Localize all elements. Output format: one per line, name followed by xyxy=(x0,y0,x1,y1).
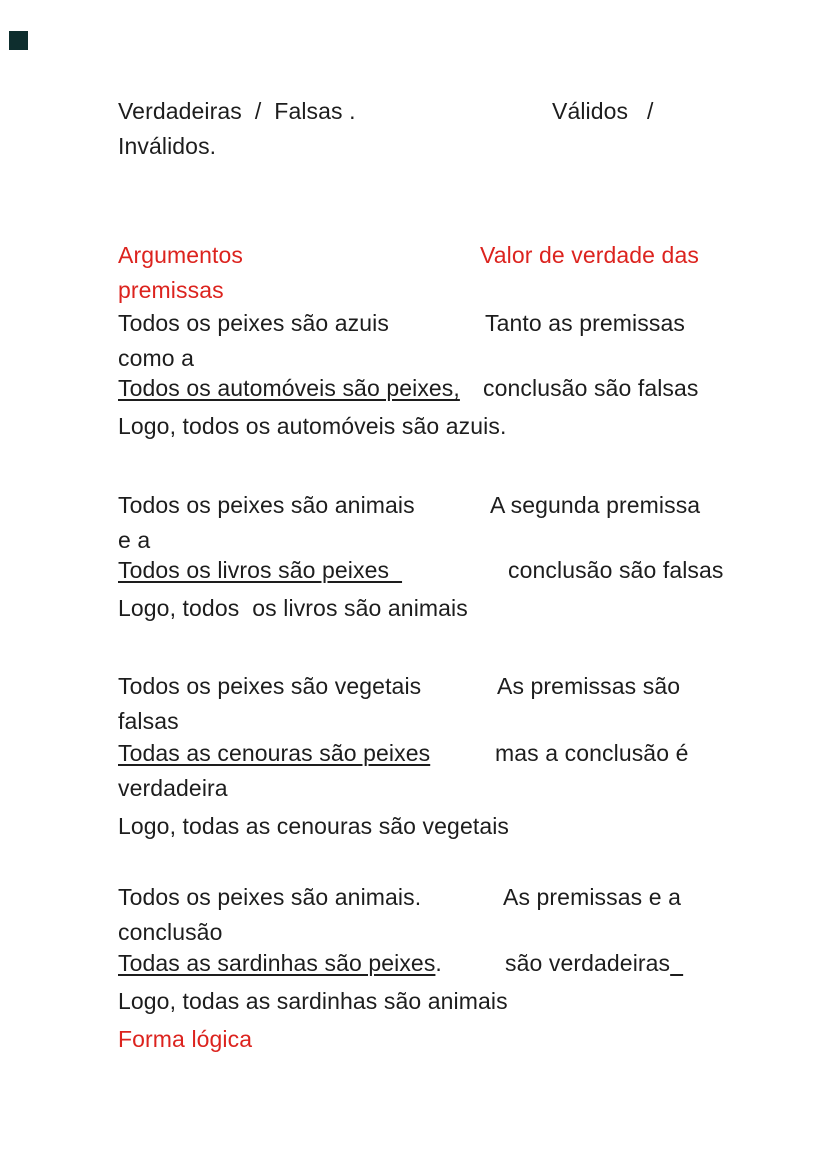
text-run: Forma lógica xyxy=(118,1026,253,1052)
text-run: Logo, todas as sardinhas são animais xyxy=(118,988,508,1014)
text-run: são verdadeiras xyxy=(505,950,671,976)
text-segment xyxy=(495,738,688,768)
arg1-premise2 xyxy=(118,373,778,403)
text-run: A segunda premissa xyxy=(490,492,701,518)
text-run: conclusão são falsas xyxy=(483,375,699,401)
text-segment xyxy=(118,671,421,701)
text-segment xyxy=(118,343,194,373)
arg1-conclusion xyxy=(118,411,778,441)
arg4-conclusion xyxy=(118,986,778,1016)
text-run: Todos os peixes são animais xyxy=(118,492,415,518)
text-run: Tanto as premissas xyxy=(485,310,685,336)
text-segment xyxy=(480,240,699,270)
arg3-premise1-wrap xyxy=(118,706,778,736)
text-segment xyxy=(118,96,356,126)
text-run: como a xyxy=(118,345,195,371)
text-segment xyxy=(490,490,700,520)
underlined-text-run: Todas as sardinhas são peixes xyxy=(118,950,436,976)
text-run: Argumentos xyxy=(118,242,244,268)
text-segment xyxy=(647,96,654,126)
text-segment xyxy=(503,882,681,912)
text-segment xyxy=(118,593,468,623)
arg4-premise1 xyxy=(118,882,778,912)
arg2-conclusion xyxy=(118,593,778,623)
text-run: Inválidos. xyxy=(118,133,217,159)
text-segment xyxy=(118,948,442,978)
text-run: Valor de verdade das xyxy=(480,242,699,268)
text-run: mas a conclusão é xyxy=(495,740,689,766)
arg4-premise1-wrap xyxy=(118,917,778,947)
text-segment xyxy=(118,882,421,912)
text-segment xyxy=(118,240,243,270)
text-run: Logo, todas as cenouras são vegetais xyxy=(118,813,510,839)
text-segment xyxy=(483,373,699,403)
arg3-premise2-wrap xyxy=(118,773,778,803)
arg1-premise1 xyxy=(118,308,778,338)
truth-values-line-1 xyxy=(118,96,778,126)
text-run: As premissas são xyxy=(497,673,681,699)
text-run: Logo, todos os automóveis são azuis. xyxy=(118,413,507,439)
text-run: Todos os peixes são animais. xyxy=(118,884,422,910)
underlined-text-run: Todos os automóveis são peixes, xyxy=(118,375,460,401)
text-segment xyxy=(118,917,222,947)
text-run: Válidos xyxy=(552,98,629,124)
text-segment xyxy=(118,706,179,736)
arg3-conclusion xyxy=(118,811,778,841)
text-segment xyxy=(118,811,509,841)
text-run: Todos os peixes são vegetais xyxy=(118,673,422,699)
text-run: / xyxy=(647,98,654,124)
text-segment xyxy=(118,986,508,1016)
text-segment xyxy=(118,1024,252,1054)
text-run: falsas xyxy=(118,708,179,734)
text-run: conclusão xyxy=(118,919,223,945)
arg3-premise2 xyxy=(118,738,778,768)
underlined-text-run xyxy=(670,950,683,976)
truth-values-line-2 xyxy=(118,131,778,161)
heading-argumentos xyxy=(118,240,778,270)
text-segment xyxy=(485,308,685,338)
arg4-premise2 xyxy=(118,948,778,978)
text-run: Verdadeiras / Falsas . xyxy=(118,98,356,124)
underlined-text-run: Todas as cenouras são peixes xyxy=(118,740,431,766)
arg1-premise1-wrap xyxy=(118,343,778,373)
arg2-premise2 xyxy=(118,555,778,585)
text-run: e a xyxy=(118,527,151,553)
arg3-premise1 xyxy=(118,671,778,701)
text-segment xyxy=(505,948,683,978)
text-run: Logo, todos os livros são animais xyxy=(118,595,468,621)
text-segment xyxy=(552,96,628,126)
corner-mark xyxy=(9,31,28,50)
underlined-text-run: Todos os livros são peixes xyxy=(118,557,403,583)
text-run: verdadeira xyxy=(118,775,228,801)
arg2-premise1 xyxy=(118,490,778,520)
text-segment xyxy=(118,773,228,803)
text-segment xyxy=(118,490,415,520)
text-segment xyxy=(118,738,430,768)
text-segment xyxy=(118,525,150,555)
heading-premissas xyxy=(118,275,778,305)
text-run: . xyxy=(435,950,442,976)
text-run: premissas xyxy=(118,277,224,303)
text-segment xyxy=(118,411,506,441)
text-segment xyxy=(118,308,389,338)
text-segment xyxy=(118,373,460,403)
text-segment xyxy=(118,555,402,585)
text-segment xyxy=(497,671,680,701)
text-run: As premissas e a xyxy=(503,884,681,910)
text-run: conclusão são falsas xyxy=(508,557,724,583)
text-segment xyxy=(118,275,224,305)
arg2-premise1-wrap xyxy=(118,525,778,555)
text-segment xyxy=(508,555,724,585)
text-run: Todos os peixes são azuis xyxy=(118,310,389,336)
text-segment xyxy=(118,131,216,161)
heading-forma-logica xyxy=(118,1024,778,1054)
